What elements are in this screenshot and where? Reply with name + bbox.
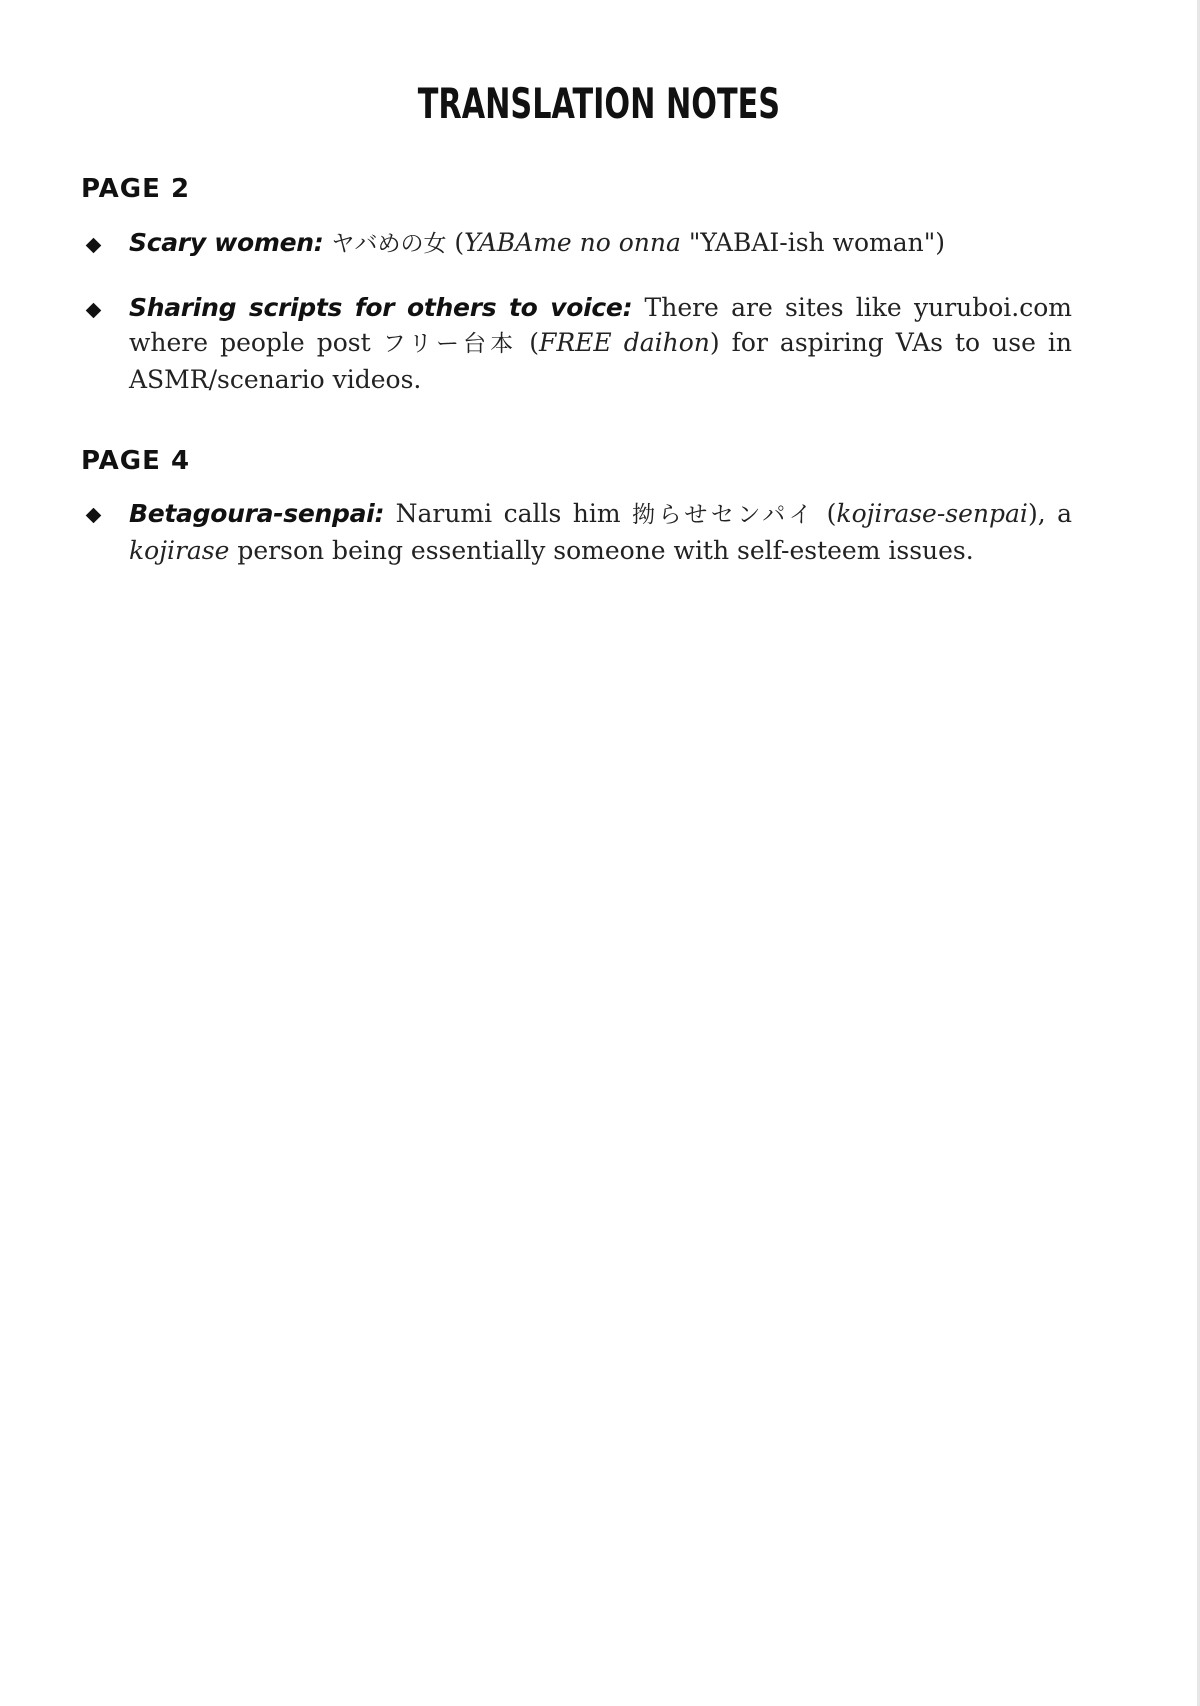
note-betagoura-senpai [129,496,1072,568]
note-text: Narumi calls him [384,499,633,528]
note-sharing-scripts [129,290,1072,397]
note-term: Sharing scripts for others to voice: [129,293,633,322]
section-heading-page-4: PAGE 4 [81,446,191,476]
note-text: ( [446,228,465,257]
note-text: person being essentially someone with self-esteem issues. [229,536,974,565]
note-romaji: FREE daihon [539,328,710,357]
note-term: Betagoura-senpai: [129,499,385,528]
note-text: ( [517,328,539,357]
section-heading-page-2: PAGE 2 [81,174,191,204]
note-scary-women [129,225,1072,262]
bullet-diamond-icon [86,508,102,524]
note-text: There are sites like yuruboi.com where people post [129,293,1073,357]
note-text: "YABAI-ish woman") [680,228,946,257]
note-romaji: YABAme no onna [464,228,681,257]
note-japanese: フリー台本 [382,331,518,357]
page-title: TRANSLATION NOTES [417,79,781,128]
note-text: ( [815,499,837,528]
note-japanese: ヤバめの女 [331,231,447,257]
note-text: ) for aspiring VAs to use in ASMR/scenario videos. [129,328,1072,394]
note-text: ), a [1027,499,1072,528]
bullet-diamond-icon [86,303,102,319]
note-japanese: 拗らせセンパイ [632,502,816,528]
note-romaji: kojirase-senpai [836,499,1028,528]
bullet-diamond-icon [86,238,102,254]
note-term: Scary women: [129,228,324,257]
note-romaji: kojirase [129,536,230,565]
